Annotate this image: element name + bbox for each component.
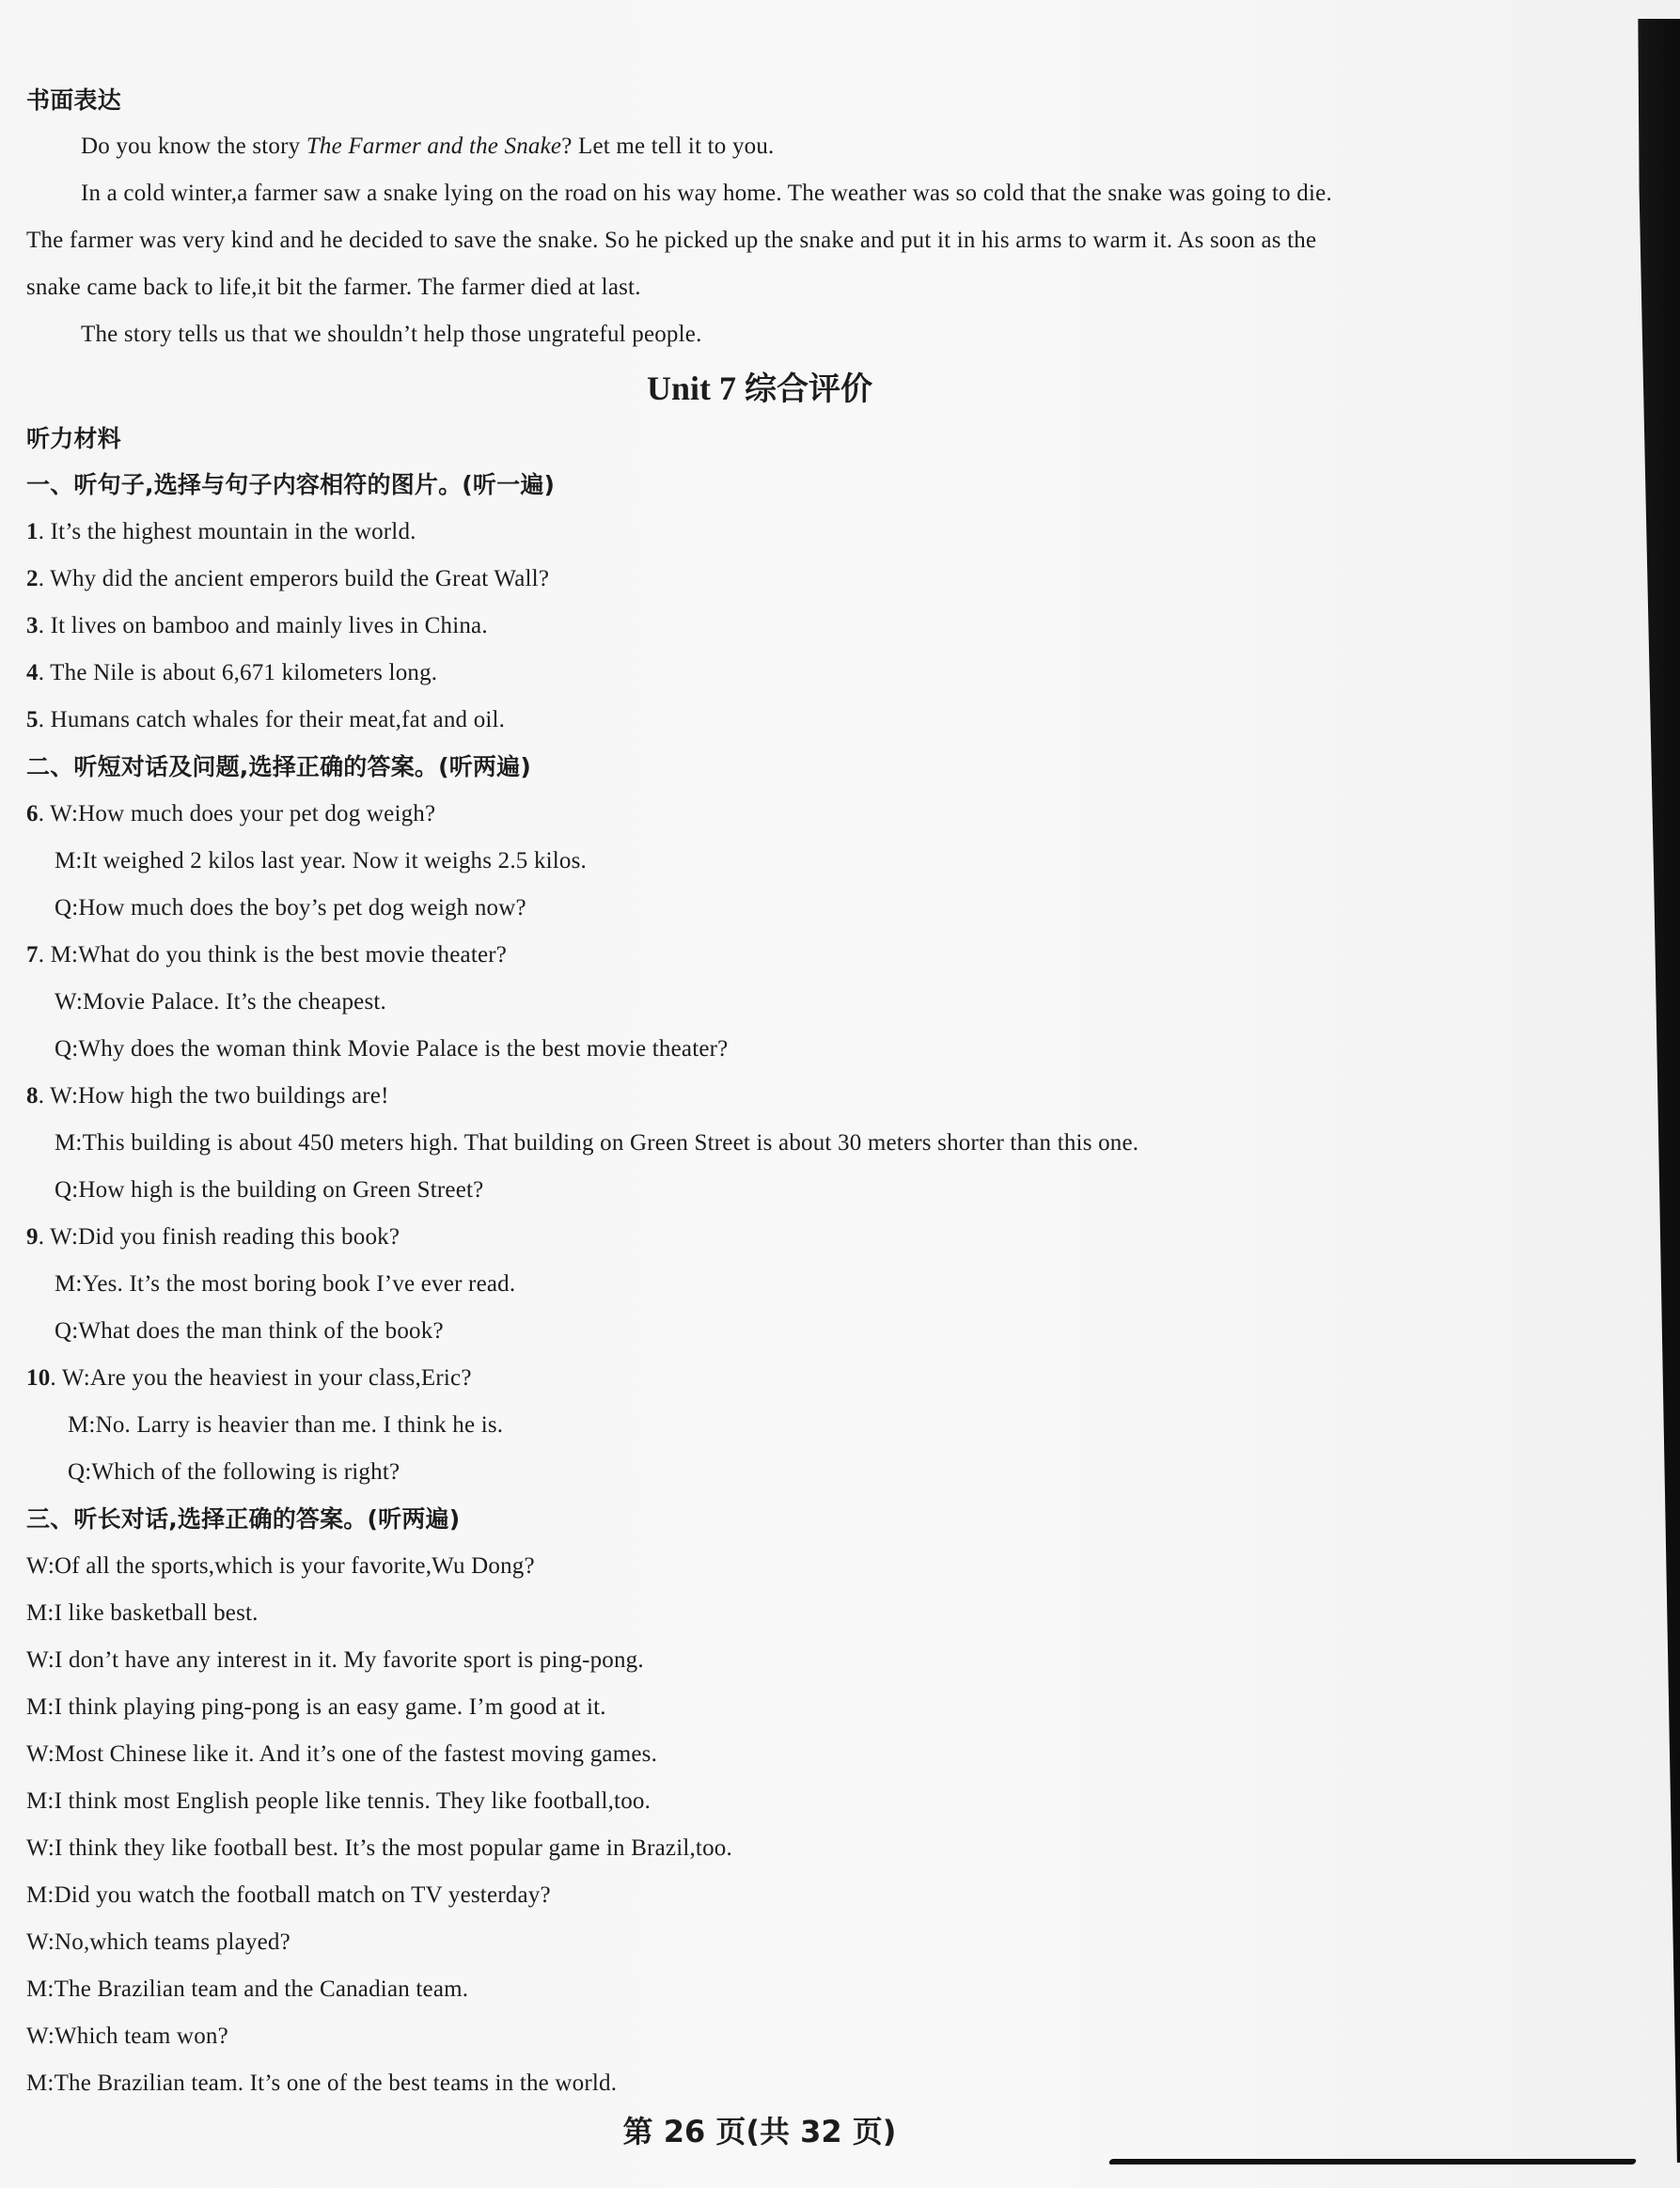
dialogue-line: W:Which team won? (26, 2023, 228, 2049)
unit-title-en: Unit 7 (646, 370, 745, 407)
dialogue-line: M:Did you watch the football match on TV yesterday? (26, 1882, 551, 1908)
dialogue-line: W:No,which teams played? (26, 1929, 290, 1955)
dialogue-line: M:No. Larry is heavier than me. I think he is. (68, 1412, 504, 1438)
question-9: 9. W:Did you finish reading this book? (26, 1224, 400, 1250)
dialogue-question: Q:What does the man think of the book? (55, 1318, 444, 1344)
part2-heading: 二、听短对话及问题,选择正确的答案。(听两遍) (26, 753, 531, 780)
unit-title-zh: 综合评价 (745, 370, 872, 408)
dialogue-question: Q:Which of the following is right? (68, 1459, 400, 1485)
dialogue-line: M:I think most English people like tennis. They like football,too. (26, 1788, 652, 1814)
dialogue-question: Q:How much does the boy’s pet dog weigh now? (55, 895, 526, 921)
dialogue-line: M:The Brazilian team and the Canadian team. (26, 1976, 469, 2002)
dialogue-line: W:Most Chinese like it. And it’s one of the fastest moving games. (26, 1741, 658, 1767)
story-title: The Farmer and the Snake (306, 134, 562, 159)
question-7: 7. M:What do you think is the best movie theater? (26, 942, 508, 968)
dialogue-line: M:It weighed 2 kilos last year. Now it weighs 2.5 kilos. (55, 848, 588, 874)
list-item: 1. It’s the highest mountain in the world. (26, 519, 416, 544)
dialogue-line: M:This building is about 450 meters high. That building on Green Street is about 30 meters shorter than this one. (55, 1130, 1139, 1156)
dialogue-line: M:Yes. It’s the most boring book I’ve ever read. (55, 1271, 516, 1297)
list-item: 4. The Nile is about 6,671 kilometers long. (26, 660, 438, 685)
dialogue-line: W:Of all the sports,which is your favorite,Wu Dong? (26, 1553, 535, 1579)
writing-p1-pre: Do you know the story (81, 134, 306, 159)
writing-p1-post: ? Let me tell it to you. (561, 134, 775, 159)
list-item: 3. It lives on bamboo and mainly lives in China. (26, 613, 488, 638)
dialogue-line: W:I think they like football best. It’s the most popular game in Brazil,too. (26, 1835, 732, 1861)
part3-heading: 三、听长对话,选择正确的答案。(听两遍) (26, 1505, 461, 1533)
dialogue-line: M:I think playing ping-pong is an easy game. I’m good at it. (26, 1694, 606, 1720)
list-item: 5. Humans catch whales for their meat,fat and oil. (26, 707, 506, 732)
dialogue-line: W:I don’t have any interest in it. My favorite sport is ping-pong. (26, 1647, 644, 1673)
dialogue-line: M:I like basketball best. (26, 1600, 259, 1626)
dialogue-question: Q:How high is the building on Green Street? (55, 1177, 484, 1203)
writing-heading: 书面表达 (26, 87, 121, 114)
list-item: 2. Why did the ancient emperors build the Great Wall? (26, 566, 550, 591)
dialogue-line: W:Movie Palace. It’s the cheapest. (55, 989, 386, 1015)
unit-title (26, 363, 1493, 409)
writing-paragraph-2-line-1: In a cold winter,a farmer saw a snake lying on the road on his way home. The weather was so cold that the snake was going to die. (81, 181, 1332, 206)
writing-paragraph-2-line-2: The farmer was very kind and he decided to save the snake. So he picked up the snake and put it in his arms to warm it. As soon as the (26, 228, 1317, 253)
question-6: 6. W:How much does your pet dog weigh? (26, 801, 436, 826)
page-number-footer: 第 26 页(共 32 页) (622, 2114, 897, 2149)
scan-bottom-line (1108, 2159, 1637, 2164)
question-8: 8. W:How high the two buildings are! (26, 1083, 389, 1109)
part1-heading: 一、听句子,选择与句子内容相符的图片。(听一遍) (26, 471, 556, 498)
writing-paragraph-1 (81, 131, 775, 163)
dialogue-question: Q:Why does the woman think Movie Palace is the best movie theater? (55, 1036, 729, 1062)
writing-paragraph-3: The story tells us that we shouldn’t help those ungrateful people. (81, 322, 702, 347)
writing-paragraph-2-line-3: snake came back to life,it bit the farmer. The farmer died at last. (26, 275, 641, 300)
question-10: 10. W:Are you the heaviest in your class,Eric? (26, 1365, 472, 1391)
dialogue-line: M:The Brazilian team. It’s one of the best teams in the world. (26, 2070, 618, 2096)
listening-heading: 听力材料 (26, 425, 121, 452)
